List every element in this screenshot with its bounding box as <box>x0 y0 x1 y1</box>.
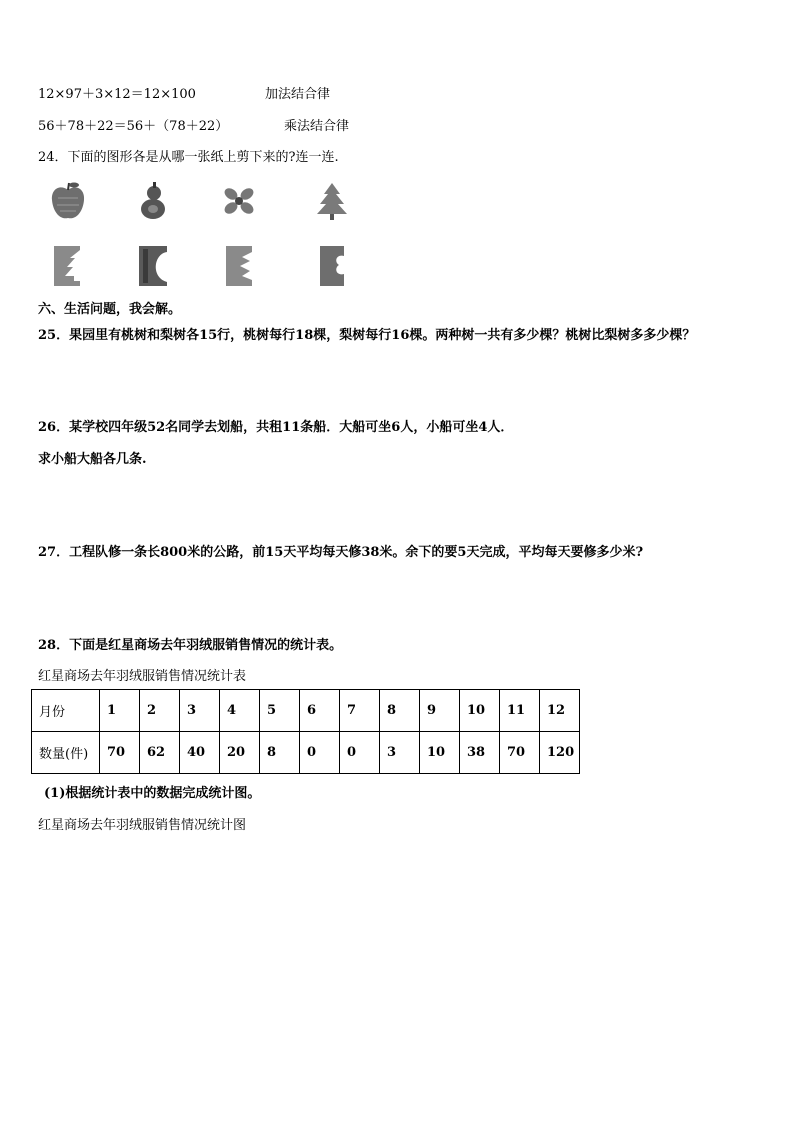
cutout-tree-icon <box>48 244 88 288</box>
tree-icon <box>312 180 352 224</box>
table-cell: 6 <box>300 690 340 732</box>
question-26-line-1: 26．某学校四年级52名同学去划船，共租11条船．大船可坐6人，小船可坐4人． <box>38 420 514 435</box>
matching-law-2: 乘法结合律 <box>284 119 350 134</box>
question-26-line-2: 求小船大船各几条. <box>38 452 147 467</box>
table-cell: 2 <box>140 690 180 732</box>
table-cell: 7 <box>340 690 380 732</box>
apple-icon <box>48 180 88 224</box>
cutout-flower-icon <box>316 244 356 288</box>
table-cell: 5 <box>260 690 300 732</box>
question-27: 27．工程队修一条长800米的公路，前15天平均每天修38米。余下的要5天完成，平均每天要修多少米? <box>38 545 644 560</box>
table-cell: 20 <box>220 732 260 774</box>
shape-row-bottom <box>0 244 794 288</box>
table-cell: 8 <box>260 732 300 774</box>
table-cell: 0 <box>340 732 380 774</box>
table-header-month: 月份 <box>32 690 100 732</box>
table-cell: 12 <box>540 690 580 732</box>
question-24: 24．下面的图形各是从哪一张纸上剪下来的?连一连. <box>38 150 339 165</box>
sub-question-1: (1)根据统计表中的数据完成统计图。 <box>44 786 261 801</box>
table-cell: 11 <box>500 690 540 732</box>
table-cell: 3 <box>180 690 220 732</box>
shape-row-top <box>0 180 794 224</box>
table-cell: 40 <box>180 732 220 774</box>
table-cell: 4 <box>220 690 260 732</box>
sales-table <box>31 689 580 774</box>
table-cell: 0 <box>300 732 340 774</box>
section-6-title: 六、生活问题，我会解。 <box>38 302 182 317</box>
question-28: 28．下面是红星商场去年羽绒服销售情况的统计表。 <box>38 638 343 653</box>
table-cell: 70 <box>100 732 140 774</box>
table-cell: 38 <box>460 732 500 774</box>
table-cell: 3 <box>380 732 420 774</box>
table-cell: 70 <box>500 732 540 774</box>
cutout-zigzag-icon <box>220 244 260 288</box>
table-cell: 1 <box>100 690 140 732</box>
cutout-moon-icon <box>135 244 175 288</box>
table-cell: 62 <box>140 732 180 774</box>
question-25: 25．果园里有桃树和梨树各15行，桃树每行18棵，梨树每行16棵。两种树一共有多少棵？桃树比梨树多多少棵？ <box>38 328 696 343</box>
table-cell: 120 <box>540 732 580 774</box>
table-row-months <box>32 690 580 732</box>
flower-icon <box>219 180 259 224</box>
table-cell: 10 <box>420 732 460 774</box>
table-cell: 8 <box>380 690 420 732</box>
chart-title: 红星商场去年羽绒服销售情况统计图 <box>38 818 247 833</box>
table-header-quantity: 数量(件) <box>32 732 100 774</box>
table-cell: 9 <box>420 690 460 732</box>
table-title: 红星商场去年羽绒服销售情况统计表 <box>38 669 247 684</box>
matching-expression-1: 12×97＋3×12＝12×100 <box>38 87 196 102</box>
matching-law-1: 加法结合律 <box>265 87 331 102</box>
matching-expression-2: 56＋78＋22＝56＋（78＋22） <box>38 119 229 134</box>
gourd-icon <box>133 180 173 224</box>
table-row-quantity <box>32 732 580 774</box>
table-cell: 10 <box>460 690 500 732</box>
